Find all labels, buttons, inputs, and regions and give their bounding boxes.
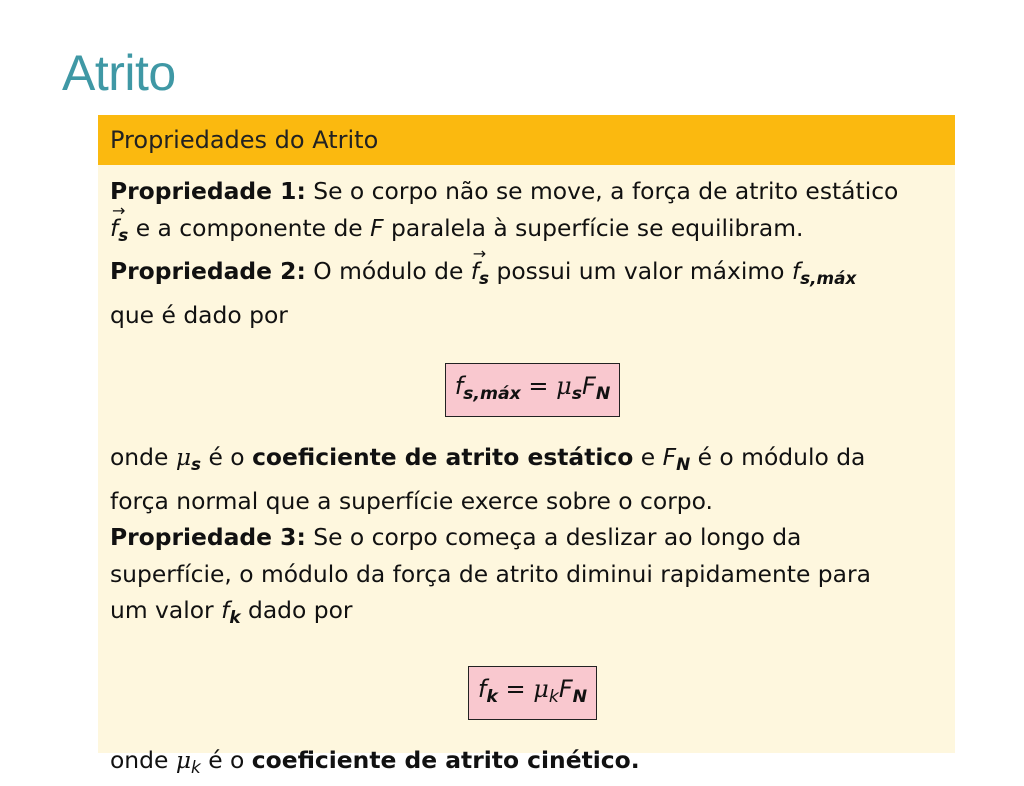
fk-subscript: k xyxy=(229,607,241,628)
eq2-lhs-sub: k xyxy=(486,687,498,708)
property-3-text-a: Se o corpo começa a deslizar ao longo da xyxy=(305,523,802,552)
p3-text-e: força normal que a superfície exerce sobre o corpo. xyxy=(110,486,713,515)
p5-text-b: é o xyxy=(200,746,252,775)
slide-title: Atrito xyxy=(62,45,176,101)
eq2-lhs: f xyxy=(477,674,487,703)
p3-text-b: é o xyxy=(201,443,253,472)
property-2-text-c: que é dado por xyxy=(110,300,288,329)
eq2-mu-sub: k xyxy=(548,687,559,708)
property-3 xyxy=(110,519,955,636)
p5-text-a: onde xyxy=(110,746,176,775)
eq1-lhs-sub: s,máx xyxy=(463,384,521,405)
eq1-mu: μ xyxy=(556,372,572,401)
property-3-text-b: superfície, o módulo da força de atrito diminui rapidamente para xyxy=(110,559,871,588)
eq1-F-sub: N xyxy=(595,384,611,405)
kinetic-coefficient-term: coeficiente de atrito cinético. xyxy=(251,746,640,775)
eq2-F: F xyxy=(558,674,573,703)
force-F-symbol: F xyxy=(370,213,384,242)
property-2-label: Propriedade 2: xyxy=(110,257,306,286)
FN-subscript: N xyxy=(676,454,691,475)
property-1-label: Propriedade 1: xyxy=(110,177,306,205)
FN-symbol: F xyxy=(662,443,677,472)
eq2-mu: μ xyxy=(533,674,549,703)
mu-s-subscript: s xyxy=(191,454,202,475)
property-1-text-a: Se o corpo não se move, a força de atrito estático xyxy=(305,177,899,205)
p3-text-c: e xyxy=(633,443,663,472)
property-1-text-b: e a componente de xyxy=(128,213,371,242)
fsmax-symbol: f xyxy=(791,257,801,286)
eq2-equals: = xyxy=(497,674,534,703)
property-3-text-d: dado por xyxy=(240,596,353,625)
static-coefficient-term: coeficiente de atrito estático xyxy=(252,443,634,472)
eq1-mu-sub: s xyxy=(571,384,583,405)
kinetic-coefficient-definition xyxy=(110,742,955,786)
mu-k-subscript: k xyxy=(191,757,201,778)
property-1 xyxy=(110,173,955,253)
vector-fs-subscript: s xyxy=(118,224,129,245)
fsmax-subscript: s,máx xyxy=(800,268,857,289)
p3-text-a: onde xyxy=(110,443,176,472)
eq1-F: F xyxy=(582,372,596,401)
block-body xyxy=(98,165,955,786)
vector-fs-symbol: → f xyxy=(110,210,118,247)
mu-s-symbol: μ xyxy=(175,443,192,472)
equation-kinetic xyxy=(110,666,955,720)
equation-static-max xyxy=(110,363,955,417)
property-2-text-a: O módulo de xyxy=(305,257,471,286)
property-3-label: Propriedade 3: xyxy=(110,523,306,552)
eq1-lhs: f xyxy=(454,372,464,401)
property-2 xyxy=(110,253,955,333)
property-1-text-c: paralela à superfície se equilibram. xyxy=(383,213,804,242)
block-header: Propriedades do Atrito xyxy=(98,115,955,165)
property-3-text-c: um valor xyxy=(110,596,222,625)
equation-box-static xyxy=(445,363,621,417)
vector-fs-symbol-2: → f xyxy=(471,253,479,290)
vector-fs-subscript-2: s xyxy=(479,268,490,289)
equation-box-kinetic xyxy=(468,666,597,720)
eq1-equals: = xyxy=(520,372,557,401)
static-coefficient-definition xyxy=(110,439,955,519)
property-2-text-b: possui um valor máximo xyxy=(489,257,792,286)
mu-k-symbol: μ xyxy=(175,746,192,775)
fk-symbol: f xyxy=(221,596,230,625)
eq2-F-sub: N xyxy=(572,687,588,708)
properties-block xyxy=(98,115,955,778)
p3-text-d: é o módulo da xyxy=(690,443,866,472)
